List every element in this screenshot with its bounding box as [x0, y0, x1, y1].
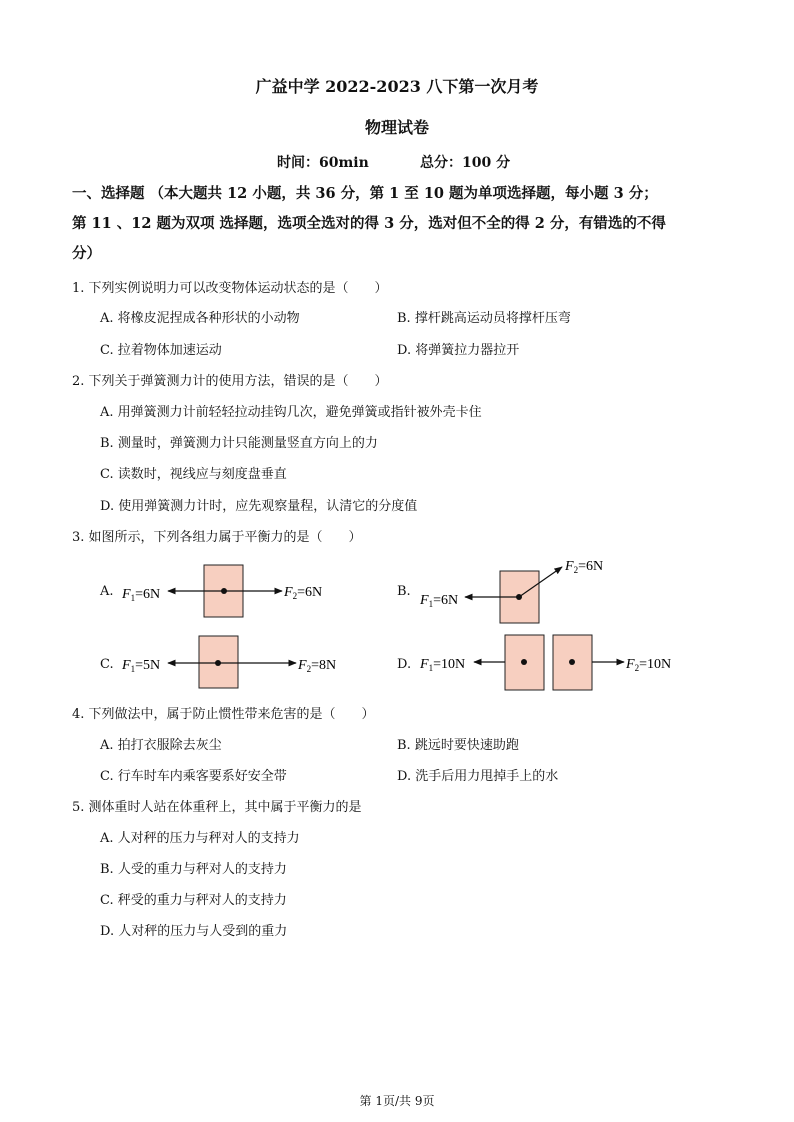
question-5-option-c[interactable]: C. 秤受的重力与秤对人的支持力 [100, 893, 287, 908]
question-5-option-b[interactable]: B. 人受的重力与秤对人的支持力 [100, 862, 287, 877]
question-4-stem: 4. 下列做法中，属于防止惯性带来危害的是（ ） [72, 707, 375, 722]
question-4-option-a[interactable]: A. 拍打衣服除去灰尘 [100, 738, 222, 753]
figure-b [419, 559, 603, 623]
question-2-option-b[interactable]: B. 测量时，弹簧测力计只能测量竖直方向上的力 [100, 436, 378, 451]
question-3-stem: 3. 如图所示，下列各组力属于平衡力的是（ ） [72, 530, 362, 545]
section-instructions-line1: 一、选择题 （本大题共 12 小题，共 36 分，第 1 至 10 题为单项选择题，每小题 3 分； [72, 185, 658, 202]
page-number: 第 1页/共 9页 [359, 1094, 435, 1108]
figure-d [419, 635, 671, 690]
question-2-stem: 2. 下列关于弹簧测力计的使用方法，错误的是（ ） [72, 374, 388, 389]
question-3-option-c[interactable]: C. [100, 657, 114, 672]
figure-a-label-f2: $F_2=6N$ [284, 585, 323, 601]
question-4-option-d[interactable]: D. 洗手后用力甩掉手上的水 [397, 769, 559, 784]
figure-c-label-f2: $F_2=8N$ [298, 658, 337, 674]
question-5-stem: 5. 测体重时人站在体重秤上，其中属于平衡力的是 [72, 800, 362, 815]
exam-time: 时间：60min [277, 155, 369, 171]
question-4-option-b[interactable]: B. 跳远时要快速助跑 [397, 738, 519, 753]
exam-title: 广益中学 2022-2023 八下第一次月考 [255, 77, 539, 96]
question-3-option-a[interactable]: A. [100, 584, 114, 599]
section-instructions-line3: 分） [72, 245, 101, 262]
figure-c [121, 636, 336, 688]
question-1-option-a[interactable]: A. 将橡皮泥捏成各种形状的小动物 [100, 311, 300, 326]
figure-c-label-f1: $F_1=5N$ [122, 658, 161, 674]
question-2-option-c[interactable]: C. 读数时，视线应与刻度盘垂直 [100, 467, 287, 482]
exam-subtitle: 物理试卷 [364, 118, 429, 137]
question-5-option-d[interactable]: D. 人对秤的压力与人受到的重力 [100, 924, 288, 939]
figure-a [121, 565, 322, 617]
question-3-option-b[interactable]: B. [397, 584, 411, 599]
question-5-option-a[interactable]: A. 人对秤的压力与秤对人的支持力 [100, 831, 300, 846]
question-1-option-b[interactable]: B. 撑杆跳高运动员将撑杆压弯 [397, 311, 571, 326]
figure-b-label-f2: $F_2=6N$ [565, 559, 604, 575]
exam-score: 总分：100 分 [420, 155, 511, 171]
figure-a-dot [221, 588, 227, 594]
question-1-option-c[interactable]: C. 拉着物体加速运动 [100, 343, 222, 358]
question-2-option-a[interactable]: A. 用弹簧测力计前轻轻拉动挂钩几次，避免弹簧或指针被外壳卡住 [100, 405, 482, 420]
question-1-option-d[interactable]: D. 将弹簧拉力器拉开 [397, 343, 520, 358]
question-3-option-d[interactable]: D. [397, 657, 412, 672]
figure-c-dot [215, 660, 221, 666]
question-2-option-d[interactable]: D. 使用弹簧测力计时，应先观察量程，认清它的分度值 [100, 499, 418, 514]
figure-b-dot [516, 594, 522, 600]
figure-a-label-f1: $F_1=6N$ [122, 587, 161, 603]
figure-d-label-f2: $F_2=10N$ [626, 657, 672, 673]
figure-d-label-f1: $F_1=10N$ [420, 657, 466, 673]
figure-d-dot-right [569, 659, 575, 665]
figure-d-dot-left [521, 659, 527, 665]
question-4-option-c[interactable]: C. 行车时车内乘客要系好安全带 [100, 769, 287, 784]
question-1-stem: 1. 下列实例说明力可以改变物体运动状态的是（ ） [72, 281, 388, 296]
figure-b-label-f1: $F_1=6N$ [420, 593, 459, 609]
section-instructions-line2: 第 11 、12 题为双项 选择题，选项全选对的得 3 分，选对但不全的得 2 分，有错选的不得 [72, 215, 666, 232]
